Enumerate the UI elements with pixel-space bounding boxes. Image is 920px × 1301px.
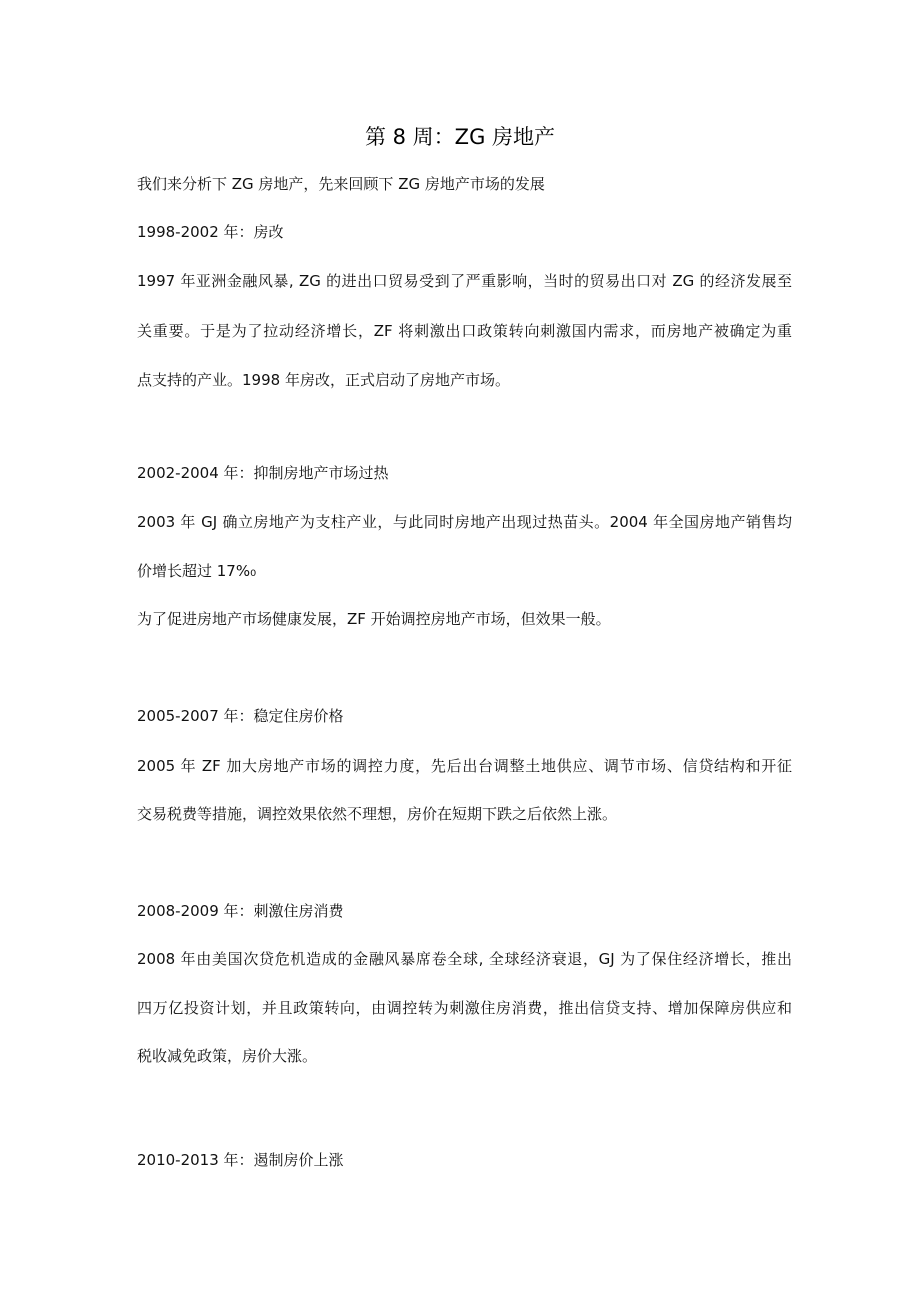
paragraph-line: 价增长超过 17%₀	[137, 562, 257, 580]
section-heading: 2002-2004 年：抑制房地产市场过热	[137, 464, 389, 482]
section-heading: 2010-2013 年：遏制房价上涨	[137, 1151, 344, 1169]
paragraph-line: 点支持的产业。1998 年房改，正式启动了房地产市场。	[137, 371, 510, 389]
paragraph-line: 为了促进房地产市场健康发展，ZF 开始调控房地产市场，但效果一般。	[137, 610, 611, 628]
paragraph-line: 2003 年 GJ 确立房地产为支柱产业，与此同时房地产出现过热苗头。2004 年全国房地产销售均	[137, 513, 792, 531]
paragraph-line: 2008 年由美国次贷危机造成的金融风暴席卷全球, 全球经济衰退，GJ 为了保住经济增长，推出	[137, 950, 792, 968]
section-heading: 2005-2007 年：稳定住房价格	[137, 707, 344, 725]
paragraph-line: 四万亿投资计划，并且政策转向，由调控转为刺激住房消费，推出信贷支持、增加保障房供应和	[137, 999, 792, 1017]
section-heading: 2008-2009 年：刺激住房消费	[137, 902, 344, 920]
paragraph-line: 交易税费等措施，调控效果依然不理想，房价在短期下跌之后依然上涨。	[137, 805, 618, 823]
paragraph-line: 1997 年亚洲金融风暴, ZG 的进出口贸易受到了严重影响，当时的贸易出口对 ZG 的经济发展至	[137, 272, 792, 290]
paragraph-line: 2005 年 ZF 加大房地产市场的调控力度，先后出台调整土地供应、调节市场、信贷结构和开征	[137, 757, 792, 775]
intro-paragraph: 我们来分析下 ZG 房地产，先来回顾下 ZG 房地产市场的发展	[137, 175, 545, 193]
page-title: 第 8 周：ZG 房地产	[364, 125, 556, 149]
paragraph-line: 关重要。于是为了拉动经济增长，ZF 将刺激出口政策转向刺激国内需求，而房地产被确定为重	[137, 322, 792, 340]
section-heading: 1998-2002 年：房改	[137, 223, 284, 241]
paragraph-line: 税收减免政策，房价大涨。	[137, 1047, 318, 1065]
